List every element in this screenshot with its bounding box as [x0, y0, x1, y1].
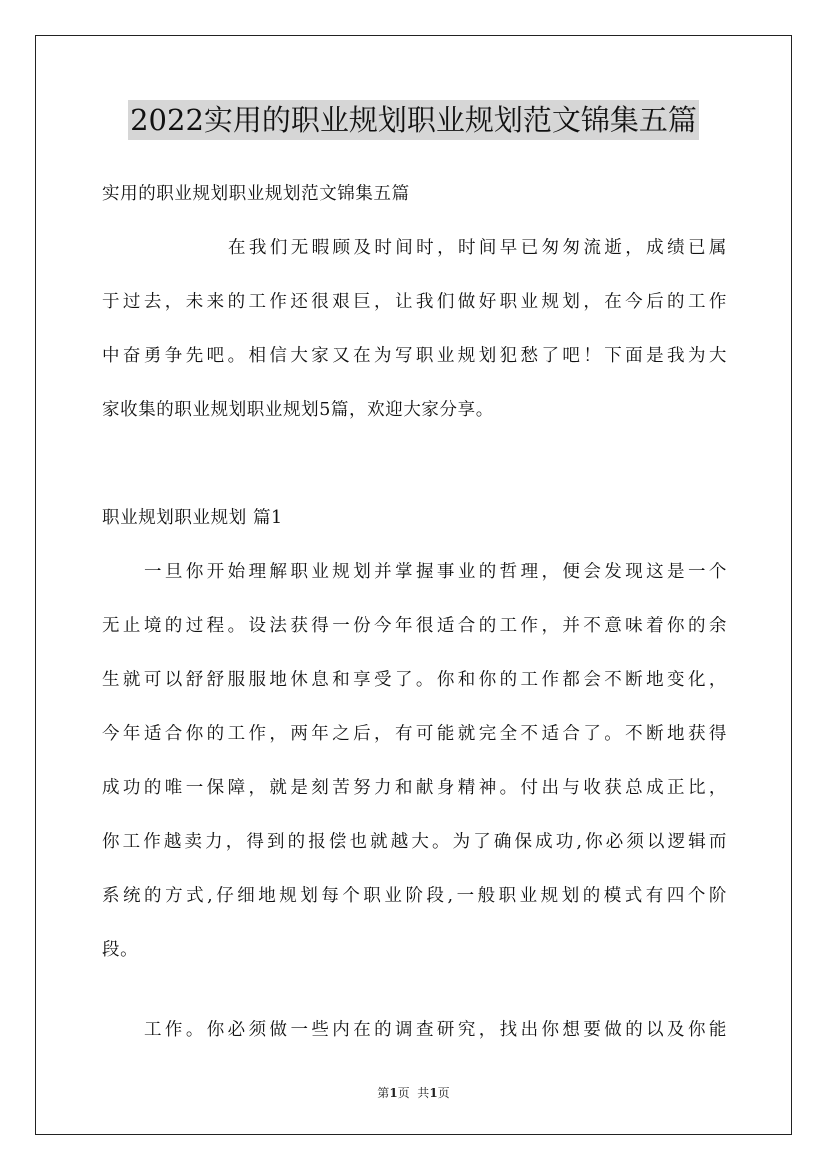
- intro-line-1: 在我们无暇顾及时间时，时间早已匆匆流逝，成绩已属: [228, 238, 727, 258]
- title-container: [0, 100, 827, 140]
- footer-page-current: 1: [389, 1086, 398, 1100]
- section-line-6: 你工作越卖力，得到的报偿也就越大。为了确保成功,你必须以逻辑而: [102, 832, 727, 852]
- section-line-2: 无止境的过程。设法获得一份今年很适合的工作，并不意味着你的余: [102, 616, 727, 636]
- section-line-1: 一旦你开始理解职业规划并掌握事业的哲理，便会发现这是一个: [144, 562, 727, 582]
- section-line-7: 系统的方式,仔细地规划每个职业阶段,一般职业规划的模式有四个阶: [102, 886, 727, 906]
- document-title: 2022实用的职业规划职业规划范文锦集五篇: [128, 100, 699, 140]
- intro-line-3: 中奋勇争先吧。相信大家又在为写职业规划犯愁了吧！下面是我为大: [102, 346, 727, 366]
- section-heading: 职业规划职业规划 篇1: [102, 508, 283, 528]
- section-line-4: 今年适合你的工作，两年之后，有可能就完全不适合了。不断地获得: [102, 724, 727, 744]
- body-last-line: 工作。你必须做一些内在的调查研究，找出你想要做的以及你能: [144, 1020, 727, 1040]
- page-footer: [0, 1084, 827, 1101]
- section-line-5: 成功的唯一保障，就是刻苦努力和献身精神。付出与收获总成正比，: [102, 778, 727, 798]
- intro-line-4: 家收集的职业规划职业规划5篇，欢迎大家分享。: [102, 400, 494, 420]
- footer-suffix: 页: [437, 1086, 450, 1100]
- document-subtitle: 实用的职业规划职业规划范文锦集五篇: [102, 184, 410, 204]
- footer-mid: 页 共: [397, 1086, 430, 1100]
- section-line-3: 生就可以舒舒服服地休息和享受了。你和你的工作都会不断地变化，: [102, 670, 727, 690]
- section-line-8: 段。: [102, 940, 139, 960]
- footer-prefix: 第: [377, 1086, 390, 1100]
- footer-page-total: 1: [429, 1086, 438, 1100]
- intro-line-2: 于过去，未来的工作还很艰巨，让我们做好职业规划，在今后的工作: [102, 292, 727, 312]
